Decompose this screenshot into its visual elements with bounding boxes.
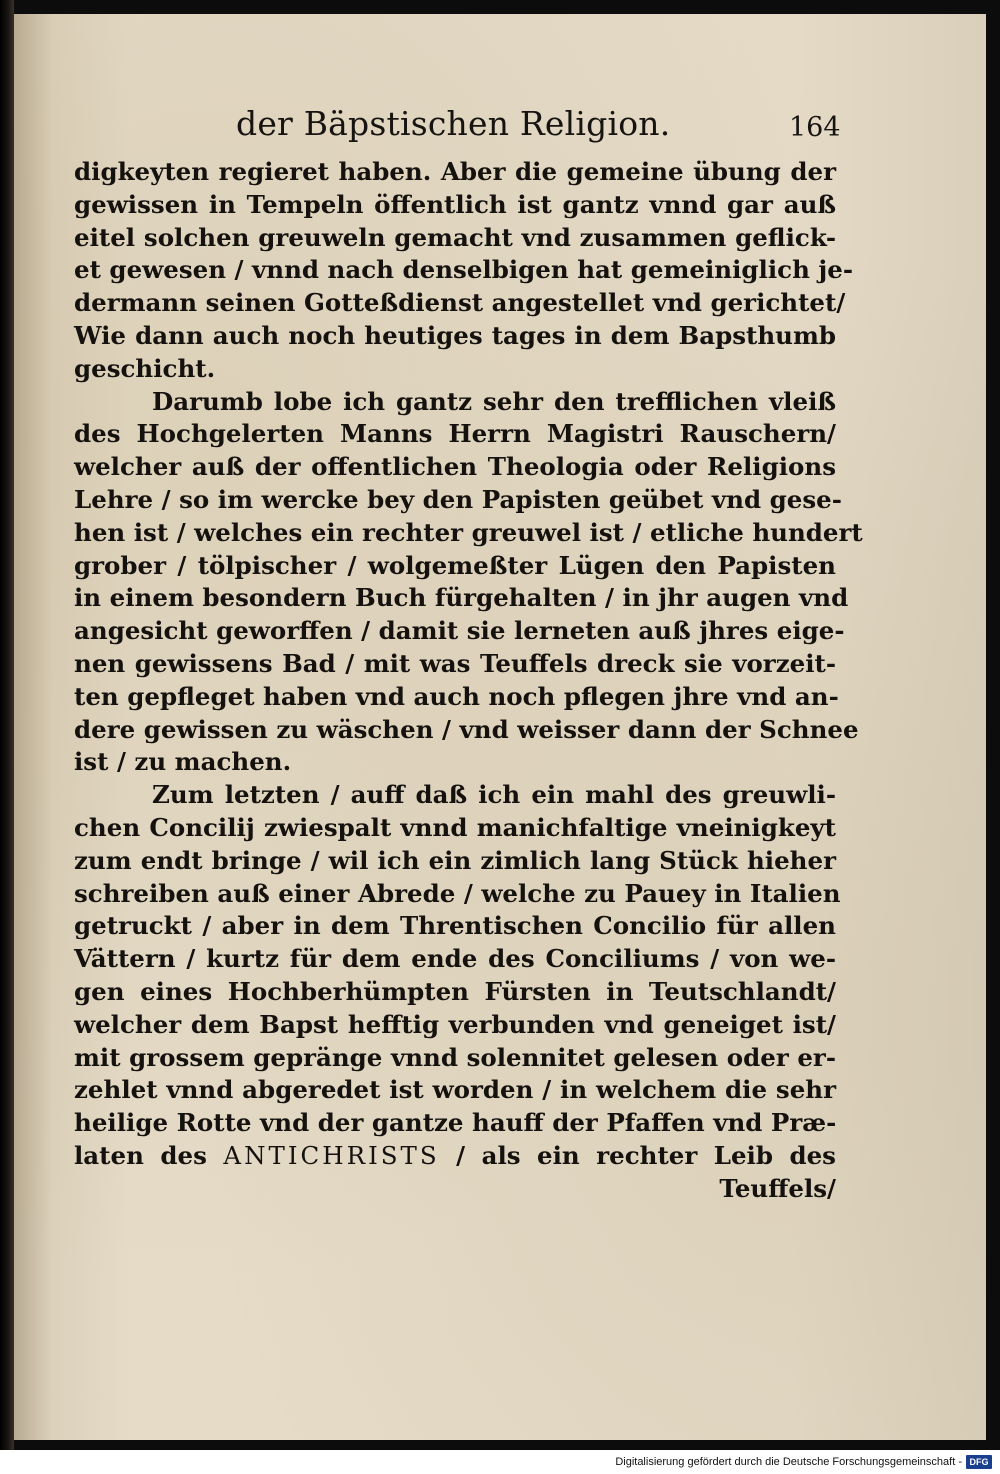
text-line: chen Concilij zwiespalt vnnd manichfaltige vneinigkeyt	[74, 812, 836, 842]
text-line: dermann seinen Gotteßdienst angestellet vnd gerichtet/	[74, 288, 846, 318]
text-line: getruckt / aber in dem Threntischen Concilio für allen	[74, 911, 836, 941]
text-line: zum endt bringe / wil ich ein zimlich lang Stück hieher	[74, 845, 836, 875]
text-line: mit grossem gepränge vnnd solennitet gelesen oder er-	[74, 1042, 836, 1072]
text-line: Wie dann auch noch heutiges tages in dem Bapsthumb	[74, 320, 836, 350]
text-line: welcher dem Bapst hefftig verbunden vnd geneiget ist/	[74, 1009, 836, 1039]
text-line: et gewesen / vnnd nach denselbigen hat gemeiniglich je-	[74, 255, 854, 285]
text-line: ist / zu machen.	[74, 747, 292, 777]
text-line: Darumb lobe ich gantz sehr den trefflichen vleiß	[152, 386, 836, 416]
text-line: laten des ANTICHRISTS / als ein rechter Leib des	[74, 1140, 836, 1170]
running-head: der Bäpstischen Religion.	[236, 104, 671, 143]
text-line: heilige Rotte vnd der gantze hauff der Pfaffen vnd Præ-	[74, 1108, 837, 1138]
text-line: gewissen in Tempeln öffentlich ist gantz vnnd gar auß	[74, 189, 836, 219]
text-line: schreiben auß einer Abrede / welche zu Pauey in Italien	[74, 878, 841, 908]
text-line: Vättern / kurtz für dem ende des Conciliums / von we-	[74, 944, 836, 974]
text-line: in einem besondern Buch fürgehalten / in jhr augen vnd	[74, 583, 849, 613]
text-line: hen ist / welches ein rechter greuwel ist / etliche hundert	[74, 517, 863, 547]
text-line: dere gewissen zu wäschen / vnd weisser dann der Schnee	[74, 714, 859, 744]
text-line: grober / tölpischer / wolgemeßter Lügen den Papisten	[74, 550, 836, 580]
text-line: geschicht.	[74, 353, 216, 383]
funding-credit: Digitalisierung gefördert durch die Deutsche Forschungsgemeinschaft -	[615, 1456, 962, 1468]
text-line: angesicht geworffen / damit sie lerneten auß jhres eige-	[74, 616, 845, 646]
text-line: welcher auß der offentlichen Theologia oder Religions	[74, 452, 836, 482]
catchword: Teuffels/	[719, 1173, 836, 1203]
text-line: Zum letzten / auff daß ich ein mahl des greuwli-	[152, 780, 836, 810]
dfg-logo: DFG	[966, 1455, 992, 1469]
text-line: gen eines Hochberhümpten Fürsten in Teutschlandt/	[74, 976, 836, 1006]
binding-edge	[0, 0, 14, 1450]
text-line: digkeyten regieret haben. Aber die gemeine übung der	[74, 157, 836, 186]
text-line: des Hochgelerten Manns Herrn Magistri Rauschern/	[74, 419, 836, 449]
text-line: ten gepfleget haben vnd auch noch pflegen jhre vnd an-	[74, 681, 839, 711]
antiqua-word: ANTICHRISTS	[223, 1140, 440, 1170]
text-line: Lehre / so im wercke bey den Papisten geübet vnd gese-	[74, 484, 842, 514]
text-line: nen gewissens Bad / mit was Teuffels dreck sie vorzeit-	[74, 648, 836, 678]
body-text	[74, 156, 863, 1206]
page-number: 164	[789, 112, 841, 143]
book-page	[14, 14, 986, 1440]
text-line: zehlet vnnd abgeredet ist worden / in welchem die sehr	[74, 1075, 836, 1105]
text-line: eitel solchen greuweln gemacht vnd zusammen geflick-	[74, 222, 836, 252]
